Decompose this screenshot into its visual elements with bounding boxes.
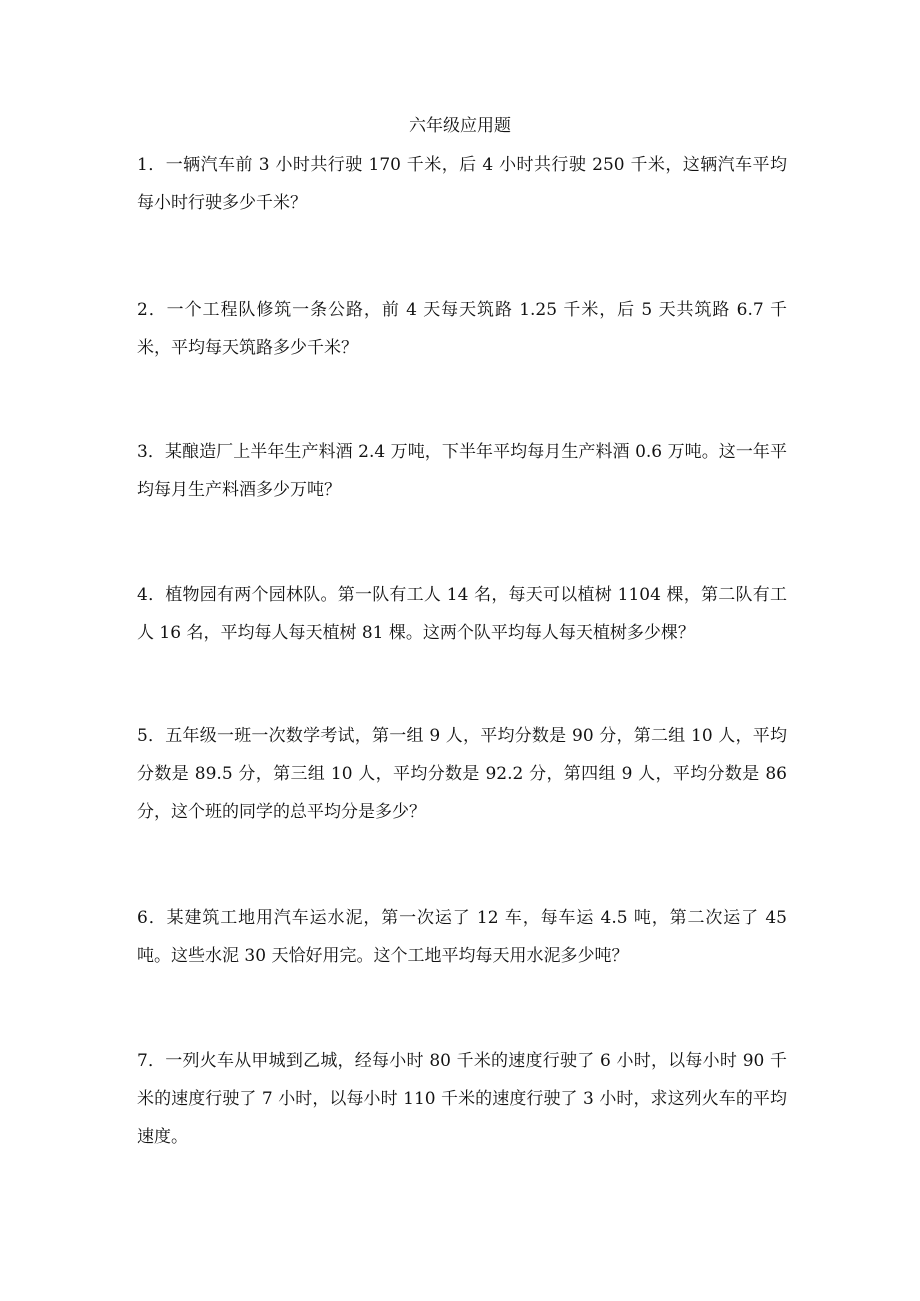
- problem-number: 1: [137, 155, 148, 175]
- problem-number: 2: [137, 300, 148, 320]
- problem-number: 5: [137, 726, 148, 746]
- problem-number: 6: [137, 908, 148, 928]
- page-title: 六年级应用题: [409, 116, 511, 136]
- problem-text: ．一列火车从甲城到乙城，经每小时 80 千米的速度行驶了 6 小时，以每小时 90 千米的速度行驶了 7 小时，以每小时 110 千米的速度行驶了 3 小时，求这列火车的平均速度。: [137, 1051, 787, 1147]
- problem-text: ．某建筑工地用汽车运水泥，第一次运了 12 车，每车运 4.5 吨，第二次运了 45 吨。这些水泥 30 天恰好用完。这个工地平均每天用水泥多少吨？: [137, 908, 787, 966]
- problem-number: 7: [137, 1051, 148, 1071]
- problem-6: [137, 899, 787, 975]
- problem-5: [137, 717, 787, 831]
- problem-7: [137, 1042, 787, 1156]
- problem-number: 3: [137, 442, 148, 462]
- problem-text: ．一个工程队修筑一条公路，前 4 天每天筑路 1.25 千米，后 5 天共筑路 6.7 千米，平均每天筑路多少千米？: [137, 300, 787, 358]
- problem-number: 4: [137, 585, 148, 605]
- problem-text: ．五年级一班一次数学考试，第一组 9 人，平均分数是 90 分，第二组 10 人，平均分数是 89.5 分，第三组 10 人，平均分数是 92.2 分，第四组 9 人，平均分数是 86 分，这个班的同学的总平均分是多少？: [137, 726, 787, 822]
- problem-text: ．一辆汽车前 3 小时共行驶 170 千米，后 4 小时共行驶 250 千米，这辆汽车平均每小时行驶多少千米？: [137, 155, 787, 213]
- problem-4: [137, 576, 787, 652]
- problem-1: [137, 146, 787, 222]
- problem-text: ．植物园有两个园林队。第一队有工人 14 名，每天可以植树 1104 棵，第二队有工人 16 名，平均每人每天植树 81 棵。这两个队平均每人每天植树多少棵？: [137, 585, 787, 643]
- problem-3: [137, 433, 787, 509]
- problem-2: [137, 291, 787, 367]
- problem-text: ．某酿造厂上半年生产料酒 2.4 万吨，下半年平均每月生产料酒 0.6 万吨。这一年平均每月生产料酒多少万吨？: [137, 442, 787, 500]
